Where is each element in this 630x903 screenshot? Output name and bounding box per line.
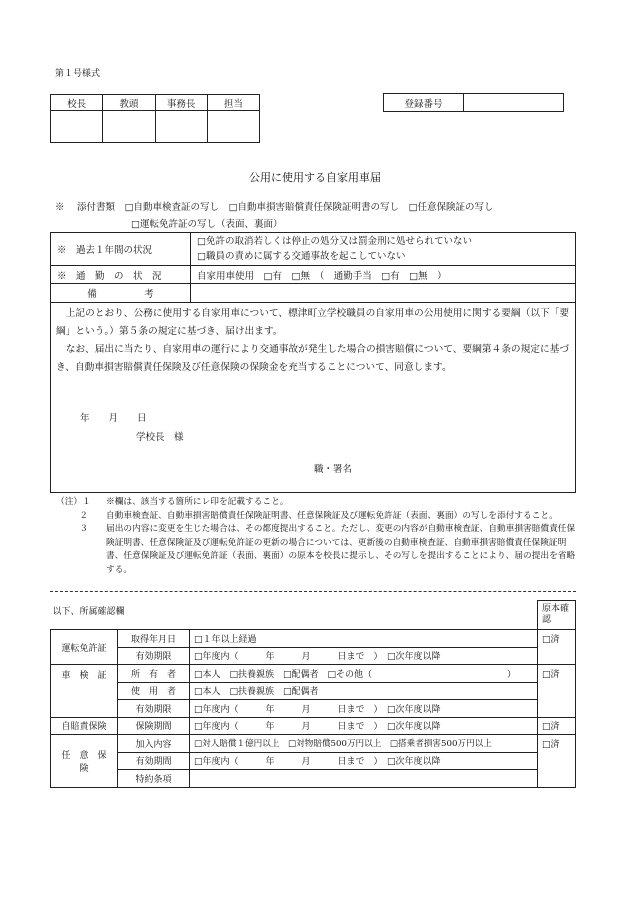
attachments-section xyxy=(55,199,494,233)
remarks-field[interactable] xyxy=(191,284,576,303)
date-line[interactable]: 年 月 日 xyxy=(80,413,147,424)
history-options xyxy=(191,233,576,266)
attachment-drivers-license[interactable]: □運転免許証の写し（表面、裏面） xyxy=(131,219,283,230)
declaration-paragraph-1: 上記のとおり、公務に使用する自家用車について、標津町立学校職員の自家用車の公用使用に関する要綱（以下「要綱」という。）第５条の規定に基づき、届け出ます。 xyxy=(56,308,570,337)
attachments-label: 添付書類 xyxy=(77,202,116,213)
approval-stamp-table xyxy=(50,94,260,143)
registration-table xyxy=(383,93,564,112)
status-table xyxy=(50,232,576,303)
history-option-accident[interactable]: □職員の責めに属する交通事故を起こしていない xyxy=(197,251,406,262)
attachment-vehicle-inspection[interactable]: □自動車検査証の写し xyxy=(124,202,220,213)
inspection-owner-label: 所 有 者 xyxy=(118,665,190,683)
stamp-box-principal[interactable] xyxy=(51,111,103,143)
attachment-voluntary-insurance[interactable]: □任意保険証の写し xyxy=(408,202,494,213)
note-text: 届出の内容に変更を生じた場合は、その都度提出すること。ただし、変更の内容が自動車検査証、自動車損害賠償責任保険証明書、任意保険証及び運転免許証の更新の場合については、更新後の自動車検査証、自動車損害賠償責任保険証明書、任意保険証及び運転免許証（表面、裏面）の原本を校長に提示し、その写しを提出することにより、届の提出を省略する。 xyxy=(106,524,576,575)
voluntary-checked-box[interactable]: □済 xyxy=(538,735,576,788)
stamp-header-office-chief: 事務長 xyxy=(155,95,207,111)
stamp-header-vice-principal: 教頭 xyxy=(103,95,155,111)
confirmation-header: 以下、所属確認欄 xyxy=(51,601,538,630)
history-option-license[interactable]: □免許の取消若しくは停止の処分又は罰金刑に処せられていない xyxy=(197,236,472,247)
commute-label: ※ 通 勤 の 状 況 xyxy=(51,266,191,284)
history-label: ※ 過去１年間の状況 xyxy=(51,233,191,266)
voluntary-content-option[interactable]: □対人賠償１億円以上 □対物賠償500万円以上 □搭乗者損害500万円以上 xyxy=(190,735,538,753)
note-item xyxy=(56,523,576,577)
original-check-header: 原本確認 xyxy=(538,601,576,630)
form-number: 第１号様式 xyxy=(55,69,101,79)
stamp-header-staff: 担当 xyxy=(207,95,259,111)
voluntary-content-label: 加入内容 xyxy=(118,735,190,753)
license-validity-label: 有効期限 xyxy=(118,647,190,665)
note-mark: ３ xyxy=(79,524,88,534)
license-validity-option[interactable]: □年度内（ 年 月 日まで ） □次年度以降 xyxy=(190,647,538,665)
compulsory-checked-box[interactable]: □済 xyxy=(538,717,576,735)
attachment-compulsory-insurance[interactable]: □自動車損害賠償責任保険証明書の写し xyxy=(228,202,400,213)
inspection-validity-option[interactable]: □年度内（ 年 月 日まで ） □次年度以降 xyxy=(190,700,538,718)
license-label: 運転免許証 xyxy=(51,630,118,665)
registration-number-field[interactable] xyxy=(464,94,564,112)
stamp-box-staff[interactable] xyxy=(207,111,259,143)
note-text: 自動車検査証、自動車損害賠償責任保険証明書、任意保険証及び運転免許証（表面、裏面）の写しを添付すること。 xyxy=(106,510,558,521)
inspection-label: 車 検 証 xyxy=(51,665,118,718)
cut-line xyxy=(50,591,576,592)
signature-label: 職・署名 xyxy=(314,464,353,475)
stamp-box-office-chief[interactable] xyxy=(155,111,207,143)
compulsory-insurance-label: 自賠責保険 xyxy=(51,717,118,735)
stamp-box-vice-principal[interactable] xyxy=(103,111,155,143)
license-acquired-label: 取得年月日 xyxy=(118,630,190,648)
inspection-validity-label: 有効期限 xyxy=(118,700,190,718)
addressee: 学校長 様 xyxy=(136,432,184,443)
inspection-user-label: 使 用 者 xyxy=(118,682,190,700)
license-checked-box[interactable]: □済 xyxy=(538,630,576,665)
attachments-mark: ※ xyxy=(55,202,65,213)
inspection-checked-box[interactable]: □済 xyxy=(538,665,576,718)
confirmation-table xyxy=(50,600,576,788)
compulsory-period-option[interactable]: □年度内（ 年 月 日まで ） □次年度以降 xyxy=(190,717,538,735)
compulsory-period-label: 保険期間 xyxy=(118,717,190,735)
note-item xyxy=(56,510,576,524)
declaration-paragraph-2: なお、届出に当たり、自家用車の運行により交通事故が発生した場合の損害賠償について、要綱第４条の規定に基づき、自動車損害賠償責任保険及び任意保険の保険金を充当することについて、同意します。 xyxy=(56,344,570,373)
note-mark: ２ xyxy=(79,510,88,521)
inspection-user-option[interactable]: □本人 □扶養親族 □配偶者 xyxy=(190,682,538,700)
note-item xyxy=(56,496,576,510)
declaration-text xyxy=(56,305,572,377)
voluntary-validity-option[interactable]: □年度内（ 年 月 日まで ） □次年度以降 xyxy=(190,752,538,770)
notes-section xyxy=(56,496,576,577)
voluntary-insurance-label: 任 意 保 険 xyxy=(51,735,118,788)
voluntary-validity-label: 有効期間 xyxy=(118,752,190,770)
note-text: ※欄は、該当する箇所にレ印を記載すること。 xyxy=(106,497,289,507)
note-mark: （注）１ xyxy=(56,497,91,507)
stamp-header-principal: 校長 xyxy=(51,95,103,111)
license-acquired-option[interactable]: □１年以上経過 xyxy=(190,630,538,648)
voluntary-special-label: 特約条項 xyxy=(118,770,190,788)
commute-options[interactable]: 自家用車使用 □有 □無 （ 通勤手当 □有 □無 ） xyxy=(191,266,576,284)
remarks-label: 備 考 xyxy=(51,284,191,303)
registration-label: 登録番号 xyxy=(384,94,464,112)
inspection-owner-option[interactable]: □本人 □扶養親族 □配偶者 □その他（ ） xyxy=(190,665,538,683)
form-title: 公用に使用する自家用車届 xyxy=(249,171,381,184)
voluntary-special-field[interactable] xyxy=(190,770,538,788)
